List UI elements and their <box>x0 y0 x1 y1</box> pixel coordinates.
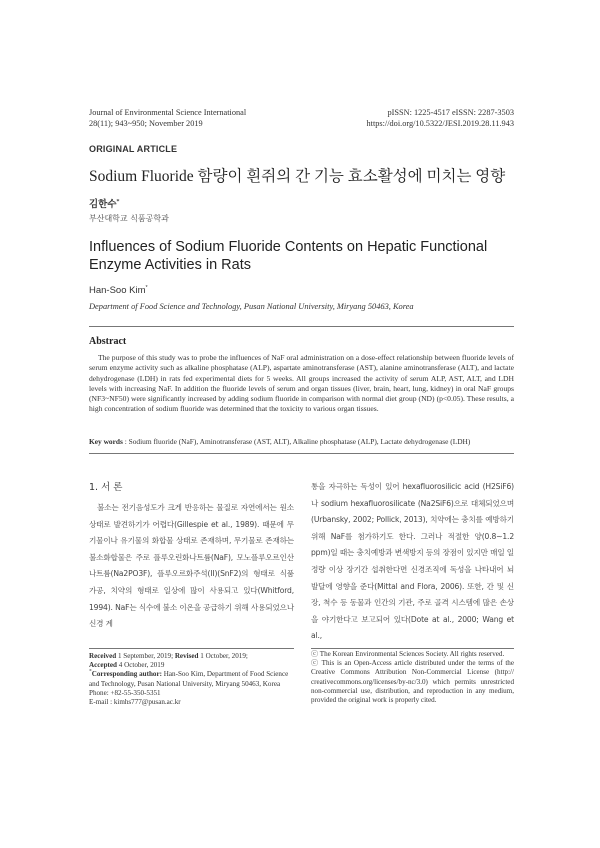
revised-label: Revised <box>174 652 199 660</box>
corr-value: Han-Soo Kim, Department of Food Science and Technology, Pusan National University, Miryang 50463, Korea <box>89 670 289 688</box>
journal-name: Journal of Environmental Science International <box>89 108 247 117</box>
abstract-text: The purpose of this study was to probe the influences of NaF oral administration on a dose-effect relationship between fluoride levels of serum enzyme activity such as alkaline phosphatase (ALP), aspartate aminotransferase (AST), alanine aminotransferase (ALT), and lactate dehydrogenase (LDH) in rats fed experimental diets for 5 weeks. All groups increased the activity of serum ALP, AST, ALT, and LDH levels with increasing NaF. In addition the fluoride levels of serum and organ tissues (liver, brain, heart, lung, kidney) in oral NaF groups (NF3~NF50) were significantly increased by adding sodium fluoride in comparison with normal diet group (ND) (p<0.05). These results, a high concentration of sodium fluoride was determined that the toxicity to various organ tissues. <box>89 353 514 414</box>
author-korean <box>89 196 119 210</box>
doi-link[interactable]: https://doi.org/10.5322/JESI.2019.28.11.943 <box>366 119 514 128</box>
issn: pISSN: 1225-4517 eISSN: 2287-3503 <box>387 108 514 117</box>
received-revised-line <box>89 652 299 661</box>
footnote-rule-right <box>311 648 514 649</box>
keywords-text: : Sodium fluoride (NaF), Aminotransferase (AST, ALT), Alkaline phosphatase (ALP), Lactate dehydrogenase (LDH) <box>122 437 471 446</box>
keywords-line <box>89 437 514 446</box>
title-english: Influences of Sodium Fluoride Contents on Hepatic Functional Enzyme Activities in Rats <box>89 239 488 273</box>
author-english-name: Han-Soo Kim <box>89 285 146 296</box>
footnote-rule-left <box>89 648 294 649</box>
corr-mark: * <box>89 669 92 676</box>
author-korean-mark: * <box>116 198 120 205</box>
abstract-bottom-rule <box>89 453 514 454</box>
phone: Phone: +82-55-350-5351 <box>89 688 161 697</box>
revised-value: 1 October, 2019; <box>198 652 248 660</box>
accepted-label: Accepted <box>89 661 117 670</box>
email[interactable]: E-mail : kimhs777@pusan.ac.kr <box>89 698 181 707</box>
copyright-notice: ⓒ The Korean Environmental Sciences Society. All rights reserved. <box>311 650 505 658</box>
intro-text-right: 통을 자극하는 독성이 있어 hexafluorosilicic acid (H2SiF6)나 sodium hexafluorosilicate (Na2SiF6)으로 대체되었으며(Urbansky, 2002; Pollick, 2013), 치약에는 충치를 예방하기 위해 NaF를 첨가하기도 한다. 그러나 적절한 양(0.8~1.2 ppm)일 때는 충치예방과 변색방지 등의 장점이 있지만 매일 일정량 이상 장기간 섭취한다면 신경조직에 독성을 나타내어 뇌 발달에 영향을 준다(Mittal and Flora, 2006). 또한, 간 및 신장, 척수 등 동물과 인간의 기관, 주로 골격 시스템에 많은 손상을 야기한다고 보고되어 있다(Dote at al., 2000; Wang et al., <box>311 482 514 641</box>
received-label: Received <box>89 652 117 660</box>
body-column-left <box>89 479 294 633</box>
issn-doi-block <box>346 107 514 129</box>
footnote-dates <box>89 652 299 707</box>
title-korean: Sodium Fluoride 함량이 흰쥐의 간 기능 효소활성에 미치는 영향 <box>89 168 506 185</box>
author-korean-name: 김한수 <box>89 199 117 210</box>
corresponding-author <box>89 670 299 688</box>
corr-label: Corresponding author: <box>91 670 162 679</box>
keywords-label: Key words <box>89 437 123 446</box>
license-notice: ⓒ This is an Open-Access article distributed under the terms of the Creative Commons Attribution Non-Commercial License (http:// creativecommons.org/licenses/by-nc/3.0) which permits unrestricted non-commercial use, distribution, and reproduction in any medium, provided the original work is properly cited. <box>311 659 514 705</box>
intro-text-left: 불소는 전기음성도가 크게 반응하는 물질로 자연에서는 원소 상태로 발견하기가 어렵다(Gillespie et al., 1989). 때문에 무기물이나 유기물의 화합물 상태로 존재하며, 무기물로 존재하는 불소화합물은 주로 플루오린화나트륨(NaF), 모노플루오르인산나트륨(Na2PO3F), 플루오르화주석(II)(SnF2)의 형태로 식품 가공, 치약의 형태로 일상에 많이 사용되고 있다(Whitford, 1994). NaF는 식수에 불소 이온을 공급하기 위해 사용되었으나 신경 계 <box>89 503 294 629</box>
affiliation-english: Department of Food Science and Technology, Pusan National University, Miryang 50463, Korea <box>89 302 414 311</box>
body-column-right <box>311 479 514 645</box>
received-value: 1 September, 2019; <box>116 652 175 660</box>
abstract-top-rule <box>89 326 514 327</box>
abstract-heading: Abstract <box>89 336 127 347</box>
intro-heading: 1. 서 론 <box>89 482 123 493</box>
footnote-license <box>311 650 514 705</box>
journal-header <box>89 107 246 129</box>
journal-volume: 28(11); 943~950; November 2019 <box>89 119 203 128</box>
affiliation-korean: 부산대학교 식품공학과 <box>89 214 169 223</box>
accepted-value: 4 October, 2019 <box>116 661 165 670</box>
author-english-mark: * <box>145 284 148 291</box>
article-type: ORIGINAL ARTICLE <box>89 144 178 154</box>
author-english <box>89 285 148 296</box>
